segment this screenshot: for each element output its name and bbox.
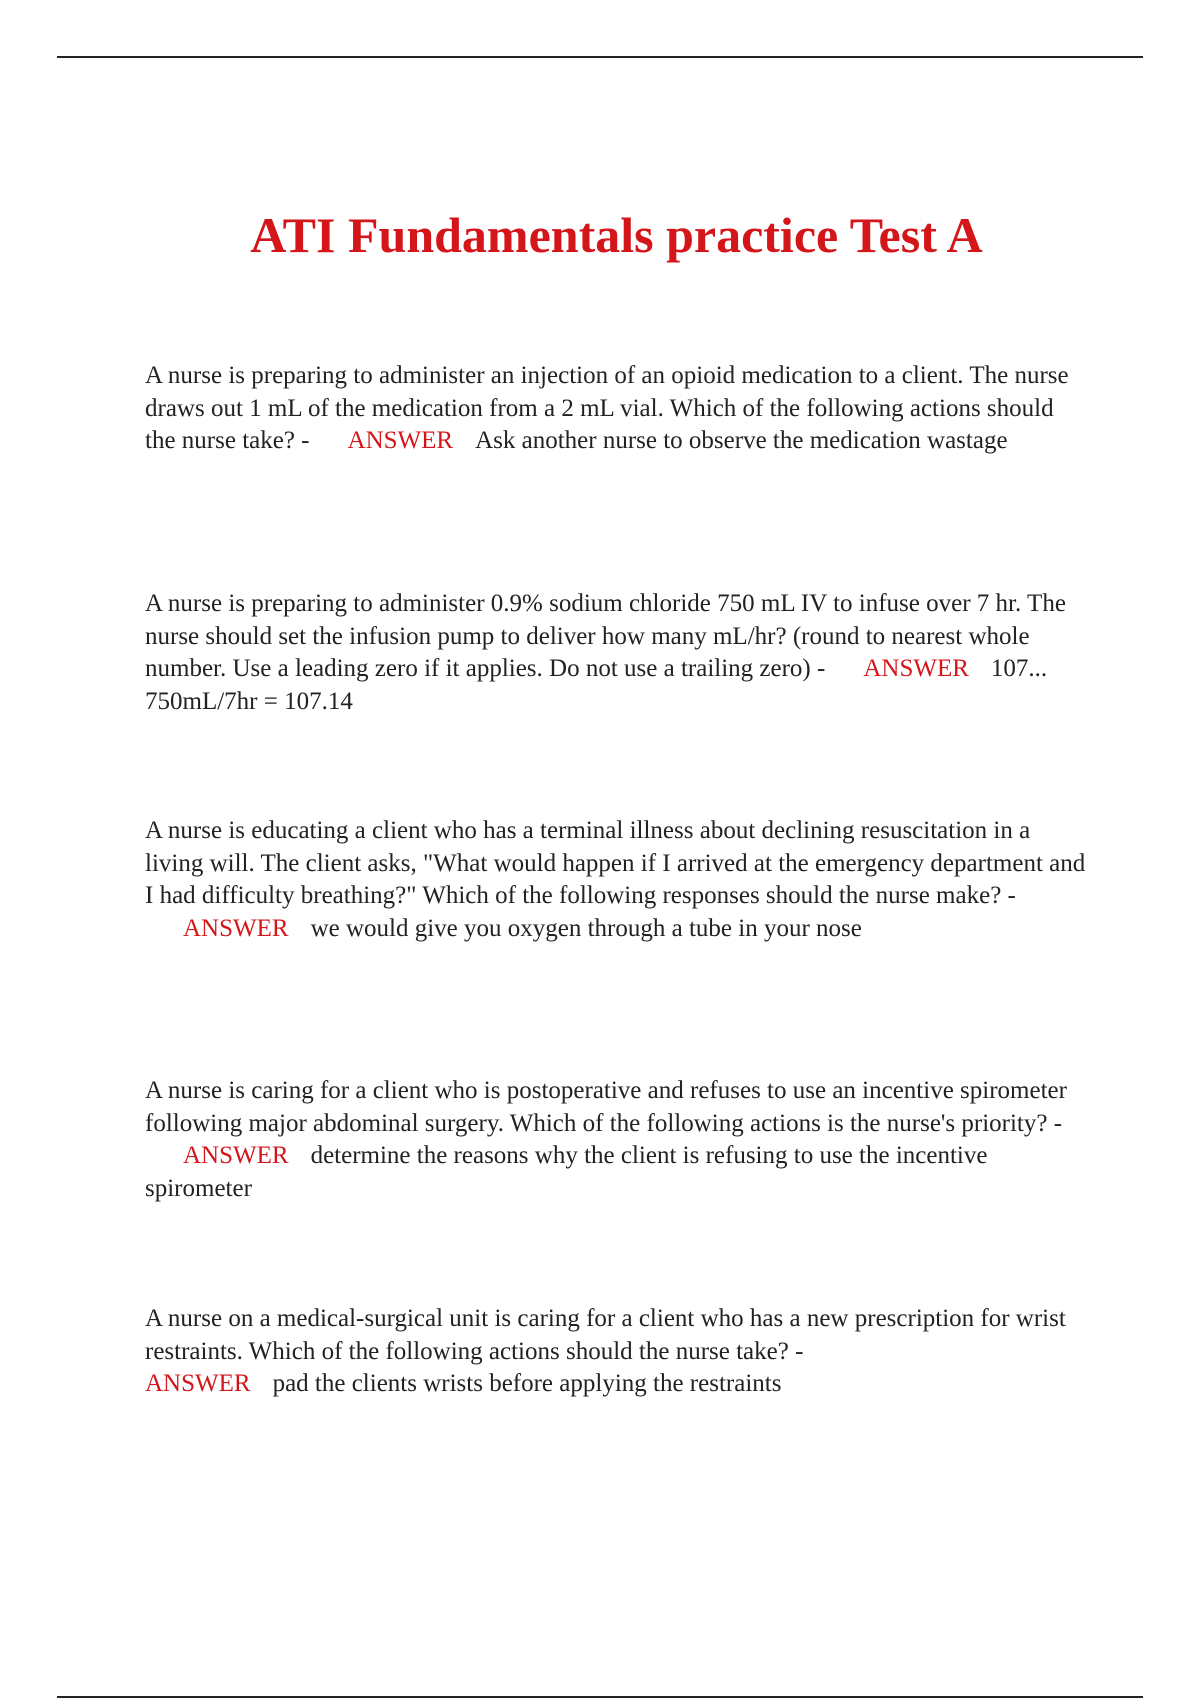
answer-text: we would give you oxygen through a tube in your nose (310, 914, 862, 942)
document-title: ATI Fundamentals practice Test A (250, 207, 983, 263)
answer-text: pad the clients wrists before applying the restraints (272, 1370, 782, 1397)
answer-label: ANSWER (183, 1142, 289, 1169)
qa-item-4 (145, 1075, 1090, 1205)
answer-text: Ask another nurse to observe the medication wastage (475, 427, 1008, 454)
question-text: A nurse is caring for a client who is postoperative and refuses to use an incentive spirometer following major abdominal surgery. Which of the following actions is the nurse's priority? - (145, 1077, 1067, 1137)
answer-text: 107... 750mL/7hr = 107.14 (145, 655, 1048, 715)
qa-item-2 (145, 588, 1090, 718)
question-text: A nurse is preparing to administer 0.9% sodium chloride 750 mL IV to infuse over 7 hr. The nurse should set the infusion pump to deliver how many mL/hr? (round to nearest whole number. Use a leading zero if it applies. Do not use a trailing zero) - (145, 590, 1066, 682)
qa-item-5 (145, 1303, 1090, 1401)
answer-label: ANSWER (145, 1370, 251, 1397)
top-rule (57, 56, 1143, 58)
qa-item-3 (145, 815, 1090, 945)
question-text: A nurse is educating a client who has a terminal illness about declining resuscitation in a living will. The client asks, "What would happen if I arrived at the emergency department and I had difficulty breathing?" Which of the following responses should the nurse make? - (145, 817, 1086, 909)
answer-label: ANSWER (863, 655, 969, 682)
answer-text: determine the reasons why the client is refusing to use the incentive spirometer (145, 1142, 988, 1202)
qa-item-1 (145, 360, 1090, 458)
bottom-rule (57, 1696, 1143, 1698)
answer-label: ANSWER (183, 914, 289, 942)
question-text: A nurse is preparing to administer an injection of an opioid medication to a client. The nurse draws out 1 mL of the medication from a 2 mL vial. Which of the following actions should the nurse take? - (145, 362, 1069, 454)
answer-label: ANSWER (347, 427, 454, 454)
question-text: A nurse on a medical-surgical unit is caring for a client who has a new prescription for wrist restraints. Which of the following actions should the nurse take? - (145, 1305, 1066, 1365)
